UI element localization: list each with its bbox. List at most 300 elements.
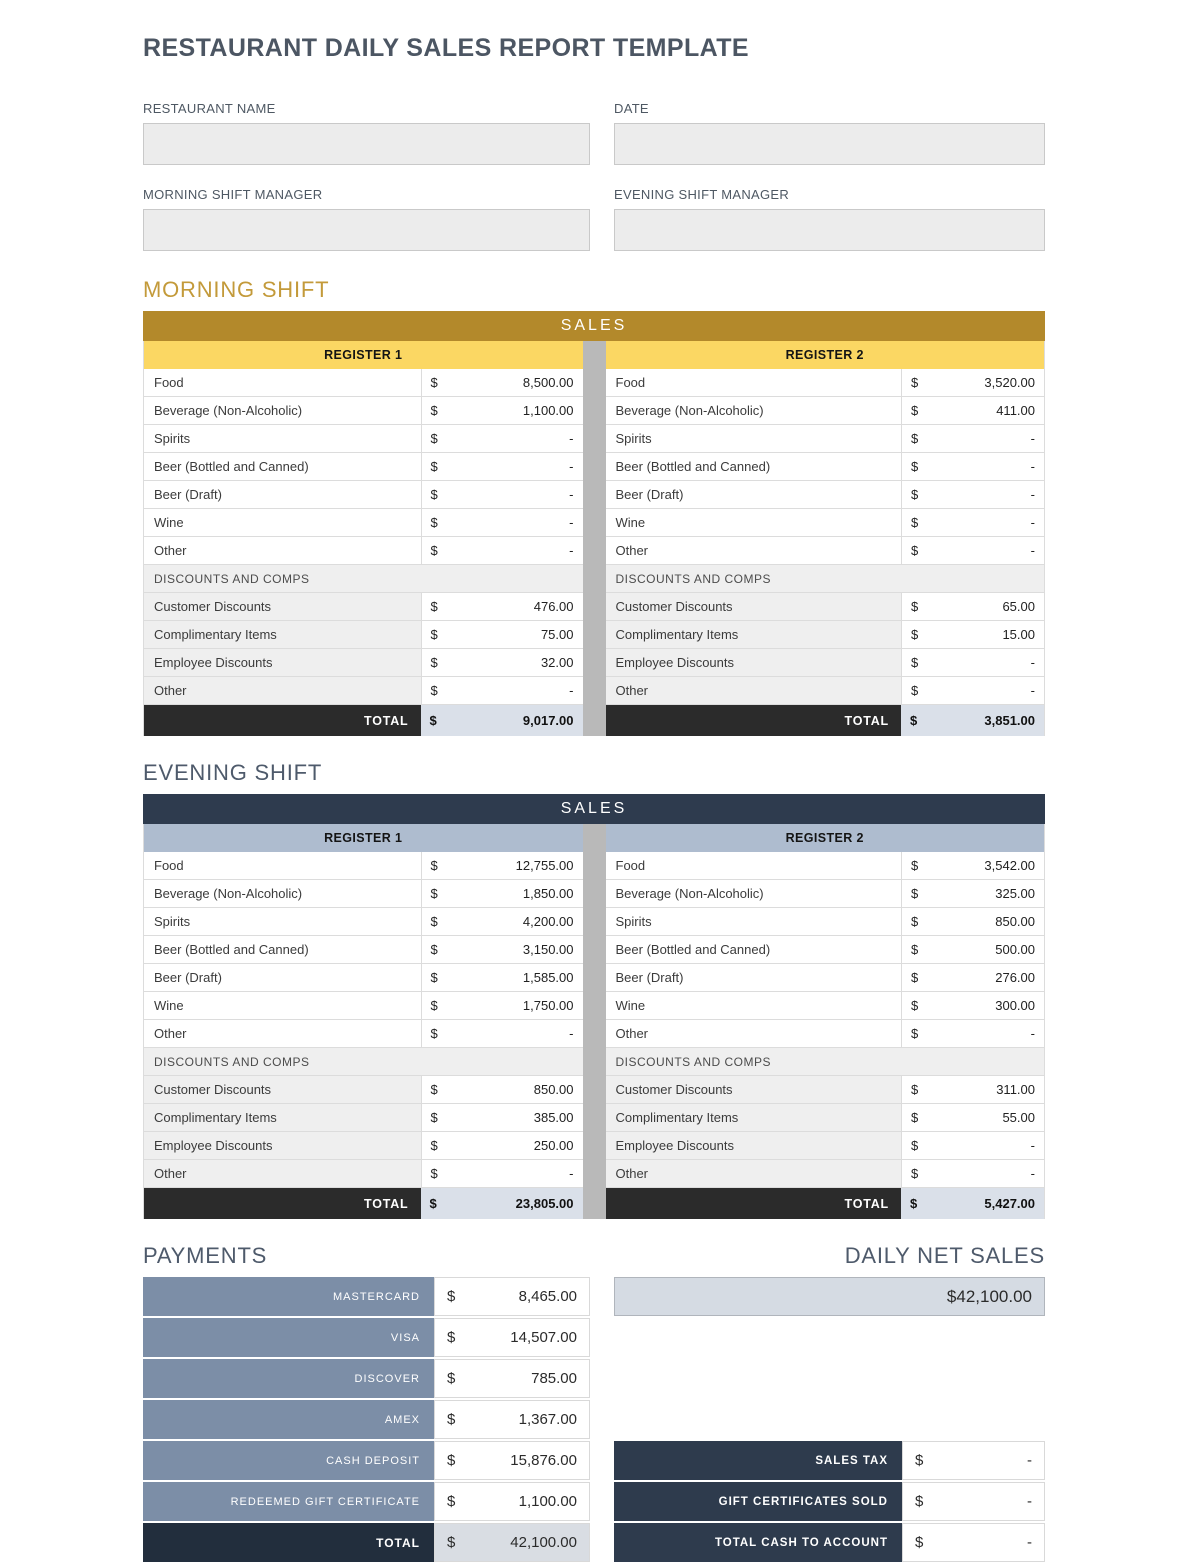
- row-label: Customer Discounts: [144, 1076, 421, 1103]
- table-row: [144, 509, 583, 537]
- table-row: [606, 621, 1045, 649]
- currency-symbol: $: [447, 1288, 456, 1305]
- currency-symbol: $: [430, 970, 438, 985]
- amount-value: 250.00: [533, 1138, 574, 1153]
- total-amount-cell[interactable]: [901, 705, 1044, 736]
- payment-amount-cell[interactable]: [434, 1359, 590, 1398]
- amount-value: 411.00: [996, 403, 1035, 418]
- payment-amount-cell[interactable]: [434, 1277, 590, 1316]
- currency-symbol: $: [911, 627, 919, 642]
- currency-symbol: $: [430, 655, 438, 670]
- amount-value: -: [1030, 1166, 1035, 1181]
- amount-value: 850.00: [995, 914, 1035, 929]
- payment-amount-cell[interactable]: [434, 1318, 590, 1357]
- amount-value: 3,150.00: [522, 942, 574, 957]
- amount-cell[interactable]: [421, 593, 583, 620]
- total-row: [606, 705, 1045, 736]
- currency-symbol: $: [911, 655, 919, 670]
- payment-row: [143, 1359, 590, 1398]
- table-row: [606, 425, 1045, 453]
- amount-value: 42,100.00: [510, 1534, 577, 1551]
- account-label: SALES TAX: [614, 1441, 902, 1480]
- amount-cell[interactable]: [901, 1104, 1044, 1131]
- amount-cell[interactable]: [901, 621, 1044, 648]
- table-row: [144, 537, 583, 565]
- amount-value: 55.00: [1002, 1110, 1035, 1125]
- register-1-table: [143, 341, 583, 736]
- currency-symbol: $: [911, 998, 919, 1013]
- table-row: [606, 964, 1045, 992]
- amount-cell[interactable]: [421, 964, 583, 991]
- amount-cell[interactable]: [421, 852, 583, 879]
- payments-heading: PAYMENTS: [143, 1243, 268, 1268]
- row-label: Other: [154, 543, 187, 558]
- row-label: Beverage (Non-Alcoholic): [615, 403, 764, 418]
- amount-cell[interactable]: [421, 537, 583, 564]
- amount-value: -: [1030, 1026, 1035, 1041]
- currency-symbol: $: [911, 599, 919, 614]
- amount-value: 9,017.00: [522, 713, 574, 728]
- currency-symbol: $: [911, 914, 919, 929]
- date-label: DATE: [614, 101, 649, 116]
- currency-symbol: $: [430, 515, 438, 530]
- amount-cell[interactable]: [421, 1076, 583, 1103]
- amount-value: 1,850.00: [522, 886, 574, 901]
- amount-cell[interactable]: [421, 453, 583, 480]
- amount-value: 1,367.00: [518, 1411, 577, 1428]
- row-label: Beer (Bottled and Canned): [154, 459, 309, 474]
- account-row: [614, 1441, 1045, 1480]
- amount-cell[interactable]: [901, 1160, 1044, 1187]
- currency-symbol: $: [911, 1138, 919, 1153]
- daily-net-sales-value: $42,100.00: [614, 1277, 1045, 1316]
- currency-symbol: $: [911, 403, 919, 418]
- amount-cell[interactable]: [901, 509, 1044, 536]
- amount-cell[interactable]: [901, 964, 1044, 991]
- row-label: Beer (Draft): [615, 970, 684, 985]
- payment-row: [143, 1400, 590, 1439]
- restaurant-name-input[interactable]: [143, 123, 590, 165]
- table-row: [606, 369, 1045, 397]
- account-amount-cell[interactable]: [902, 1482, 1045, 1521]
- row-label: Wine: [154, 998, 184, 1013]
- currency-symbol: $: [430, 1026, 438, 1041]
- row-label: Food: [154, 858, 184, 873]
- amount-cell[interactable]: [421, 880, 583, 907]
- row-label: Beverage (Non-Alcoholic): [154, 403, 303, 418]
- account-amount-cell[interactable]: [902, 1441, 1045, 1480]
- amount-cell[interactable]: [901, 992, 1044, 1019]
- page-title: RESTAURANT DAILY SALES REPORT TEMPLATE: [143, 34, 749, 62]
- amount-value: -: [1030, 459, 1035, 474]
- amount-cell[interactable]: [901, 852, 1044, 879]
- row-label: Spirits: [615, 914, 652, 929]
- currency-symbol: $: [911, 886, 919, 901]
- payment-label: DISCOVER: [143, 1359, 434, 1398]
- amount-value: 65.00: [1002, 599, 1035, 614]
- discounts-and-comps-label: DISCOUNTS AND COMPS: [154, 571, 310, 586]
- amount-cell[interactable]: [421, 908, 583, 935]
- discounts-and-comps-header: [606, 565, 1045, 593]
- amount-value: 1,750.00: [522, 998, 574, 1013]
- register-divider: [583, 341, 606, 736]
- row-label: Customer Discounts: [606, 593, 902, 620]
- payments-section: [143, 1243, 590, 1564]
- table-row: [606, 1020, 1045, 1048]
- evening-sales-table: [143, 794, 1045, 1219]
- register-header: REGISTER 1: [144, 824, 583, 852]
- account-row: [614, 1482, 1045, 1521]
- payment-label: VISA: [143, 1318, 434, 1357]
- amount-cell[interactable]: [421, 677, 583, 704]
- amount-value: 14,507.00: [510, 1329, 577, 1346]
- currency-symbol: $: [447, 1452, 456, 1469]
- amount-value: -: [1027, 1493, 1032, 1510]
- table-row: [606, 908, 1045, 936]
- morning-manager-field: [143, 187, 590, 251]
- table-row: [144, 481, 583, 509]
- currency-symbol: $: [911, 683, 919, 698]
- amount-value: -: [569, 543, 574, 558]
- amount-cell[interactable]: [421, 425, 583, 452]
- table-row: [144, 1132, 583, 1160]
- row-label: Other: [154, 1026, 187, 1041]
- row-label: Other: [606, 677, 902, 704]
- table-row: [606, 453, 1045, 481]
- register-2-table: [606, 824, 1046, 1219]
- currency-symbol: $: [911, 1026, 919, 1041]
- table-row: [606, 397, 1045, 425]
- amount-cell[interactable]: [421, 481, 583, 508]
- row-label: Beverage (Non-Alcoholic): [615, 886, 764, 901]
- total-amount-cell[interactable]: [421, 705, 583, 736]
- currency-symbol: $: [910, 1196, 918, 1211]
- morning-sales-table: [143, 311, 1045, 736]
- table-row: [144, 1076, 583, 1104]
- currency-symbol: $: [430, 942, 438, 957]
- amount-cell[interactable]: [901, 481, 1044, 508]
- table-row: [606, 649, 1045, 677]
- row-label: Other: [144, 1160, 421, 1187]
- payments-total-label: TOTAL: [143, 1523, 434, 1562]
- amount-value: -: [1027, 1452, 1032, 1469]
- payment-row: [143, 1277, 590, 1316]
- row-label: Wine: [154, 515, 184, 530]
- currency-symbol: $: [911, 515, 919, 530]
- table-row: [144, 852, 583, 880]
- table-row: [144, 936, 583, 964]
- amount-cell[interactable]: [421, 649, 583, 676]
- amount-value: -: [1030, 431, 1035, 446]
- amount-value: 385.00: [533, 1110, 574, 1125]
- amount-cell[interactable]: [901, 649, 1044, 676]
- currency-symbol: $: [447, 1493, 456, 1510]
- currency-symbol: $: [447, 1329, 456, 1346]
- amount-value: 8,465.00: [518, 1288, 577, 1305]
- amount-value: -: [569, 683, 574, 698]
- total-label: TOTAL: [363, 1196, 409, 1211]
- amount-value: -: [1030, 683, 1035, 698]
- row-label: Other: [615, 543, 649, 558]
- account-label: GIFT CERTIFICATES SOLD: [614, 1482, 902, 1521]
- restaurant-name-label: RESTAURANT NAME: [143, 101, 276, 116]
- amount-cell[interactable]: [901, 369, 1044, 396]
- discounts-and-comps-header: [606, 1048, 1045, 1076]
- amount-cell[interactable]: [901, 880, 1044, 907]
- row-label: Other: [144, 677, 421, 704]
- row-label: Employee Discounts: [144, 649, 421, 676]
- currency-symbol: $: [430, 431, 438, 446]
- amount-cell[interactable]: [901, 537, 1044, 564]
- row-label: Beverage (Non-Alcoholic): [154, 886, 303, 901]
- amount-value: 12,755.00: [515, 858, 574, 873]
- payments-total-row: [143, 1523, 590, 1562]
- amount-value: 8,500.00: [522, 375, 574, 390]
- table-row: [144, 964, 583, 992]
- amount-cell[interactable]: [421, 397, 583, 424]
- payment-amount-cell[interactable]: [434, 1441, 590, 1480]
- payment-amount-cell[interactable]: [434, 1400, 590, 1439]
- amount-cell[interactable]: [901, 1020, 1044, 1047]
- row-label: Beer (Draft): [615, 487, 684, 502]
- table-row: [144, 369, 583, 397]
- amount-cell[interactable]: [421, 1020, 583, 1047]
- amount-value: 15,876.00: [510, 1452, 577, 1469]
- currency-symbol: $: [447, 1534, 456, 1551]
- table-row: [606, 852, 1045, 880]
- amount-value: 3,542.00: [984, 858, 1035, 873]
- row-label: Beer (Bottled and Canned): [615, 459, 771, 474]
- amount-value: 15.00: [1002, 627, 1035, 642]
- table-row: [144, 397, 583, 425]
- amount-value: -: [1027, 1534, 1032, 1551]
- table-row: [606, 677, 1045, 705]
- account-row: [614, 1523, 1045, 1562]
- currency-symbol: $: [430, 543, 438, 558]
- discounts-and-comps-label: DISCOUNTS AND COMPS: [615, 1054, 772, 1069]
- table-row: [606, 936, 1045, 964]
- amount-value: 32.00: [540, 655, 574, 670]
- row-label: Spirits: [154, 914, 191, 929]
- evening-manager-input[interactable]: [614, 209, 1045, 251]
- currency-symbol: $: [911, 858, 919, 873]
- amount-value: 311.00: [996, 1082, 1035, 1097]
- row-label: Beer (Bottled and Canned): [154, 942, 309, 957]
- morning-manager-input[interactable]: [143, 209, 590, 251]
- currency-symbol: $: [430, 1110, 438, 1125]
- date-field: [614, 101, 1045, 165]
- discounts-and-comps-header: [144, 1048, 583, 1076]
- table-row: [144, 908, 583, 936]
- currency-symbol: $: [911, 1110, 919, 1125]
- sales-band: SALES: [143, 794, 1045, 824]
- table-row: [606, 992, 1045, 1020]
- table-row: [144, 1020, 583, 1048]
- row-label: Beer (Draft): [154, 970, 222, 985]
- amount-cell[interactable]: [421, 509, 583, 536]
- currency-symbol: $: [911, 487, 919, 502]
- table-row: [144, 1160, 583, 1188]
- amount-cell[interactable]: [901, 593, 1044, 620]
- currency-symbol: $: [910, 713, 918, 728]
- sales-band: SALES: [143, 311, 1045, 341]
- amount-cell[interactable]: [421, 369, 583, 396]
- total-row: [606, 1188, 1045, 1219]
- table-row: [606, 481, 1045, 509]
- row-label: Employee Discounts: [606, 1132, 902, 1159]
- amount-value: -: [569, 1166, 574, 1181]
- amount-value: 3,520.00: [984, 375, 1035, 390]
- amount-cell[interactable]: [901, 1132, 1044, 1159]
- row-label: Food: [154, 375, 184, 390]
- amount-cell[interactable]: [901, 908, 1044, 935]
- currency-symbol: $: [430, 627, 438, 642]
- row-label: Customer Discounts: [144, 593, 421, 620]
- currency-symbol: $: [429, 713, 437, 728]
- table-row: [606, 509, 1045, 537]
- register-1-table: [143, 824, 583, 1219]
- table-row: [606, 1104, 1045, 1132]
- row-label: Other: [615, 1026, 649, 1041]
- row-label: Spirits: [615, 431, 652, 446]
- payment-row: [143, 1441, 590, 1480]
- currency-symbol: $: [915, 1493, 924, 1510]
- total-amount-cell[interactable]: [901, 1188, 1044, 1219]
- total-label: TOTAL: [363, 713, 409, 728]
- row-label: Complimentary Items: [606, 1104, 902, 1131]
- amount-cell[interactable]: [421, 621, 583, 648]
- amount-cell[interactable]: [901, 677, 1044, 704]
- total-amount-cell[interactable]: [421, 1188, 583, 1219]
- total-label: TOTAL: [844, 1196, 889, 1211]
- header-form: [143, 101, 1045, 251]
- discounts-and-comps-label: DISCOUNTS AND COMPS: [154, 1054, 310, 1069]
- table-row: [144, 621, 583, 649]
- currency-symbol: $: [447, 1411, 456, 1428]
- currency-symbol: $: [430, 858, 438, 873]
- row-label: Employee Discounts: [606, 649, 902, 676]
- amount-cell[interactable]: [901, 1076, 1044, 1103]
- currency-symbol: $: [430, 886, 438, 901]
- table-row: [144, 593, 583, 621]
- amount-cell[interactable]: [421, 992, 583, 1019]
- total-label: TOTAL: [844, 713, 889, 728]
- amount-value: 276.00: [995, 970, 1035, 985]
- table-row: [144, 880, 583, 908]
- row-label: Wine: [615, 515, 646, 530]
- amount-value: 1,100.00: [518, 1493, 577, 1510]
- amount-cell[interactable]: [901, 936, 1044, 963]
- amount-cell[interactable]: [901, 397, 1044, 424]
- row-label: Wine: [615, 998, 646, 1013]
- currency-symbol: $: [911, 431, 919, 446]
- register-header: REGISTER 2: [606, 824, 1045, 852]
- payment-label: CASH DEPOSIT: [143, 1441, 434, 1480]
- evening-manager-field: [614, 187, 1045, 251]
- table-row: [144, 649, 583, 677]
- account-label: TOTAL CASH TO ACCOUNT: [614, 1523, 902, 1562]
- amount-value: -: [569, 515, 574, 530]
- table-row: [606, 1132, 1045, 1160]
- currency-symbol: $: [911, 459, 919, 474]
- table-row: [606, 1076, 1045, 1104]
- account-summary-table: [614, 1441, 1045, 1562]
- currency-symbol: $: [911, 1166, 919, 1181]
- amount-value: -: [1030, 515, 1035, 530]
- table-row: [144, 1104, 583, 1132]
- amount-value: -: [569, 487, 574, 502]
- restaurant-name-field: [143, 101, 590, 165]
- amount-value: 1,100.00: [522, 403, 574, 418]
- amount-value: -: [1030, 487, 1035, 502]
- payments-total-amount-cell[interactable]: [434, 1523, 590, 1562]
- amount-value: -: [569, 459, 574, 474]
- row-label: Food: [615, 858, 646, 873]
- payment-amount-cell[interactable]: [434, 1482, 590, 1521]
- row-label: Other: [606, 1160, 902, 1187]
- row-label: Spirits: [154, 431, 191, 446]
- table-row: [606, 537, 1045, 565]
- account-amount-cell[interactable]: [902, 1523, 1045, 1562]
- amount-cell[interactable]: [901, 425, 1044, 452]
- amount-value: 23,805.00: [515, 1196, 574, 1211]
- discounts-and-comps-header: [144, 565, 583, 593]
- currency-symbol: $: [911, 970, 919, 985]
- amount-cell[interactable]: [421, 1104, 583, 1131]
- amount-value: 850.00: [533, 1082, 574, 1097]
- row-label: Customer Discounts: [606, 1076, 902, 1103]
- currency-symbol: $: [430, 487, 438, 502]
- currency-symbol: $: [911, 543, 919, 558]
- currency-symbol: $: [430, 403, 438, 418]
- morning-shift-heading: MORNING SHIFT: [143, 277, 330, 302]
- table-row: [606, 593, 1045, 621]
- amount-value: -: [1030, 1138, 1035, 1153]
- table-row: [606, 1160, 1045, 1188]
- payment-row: [143, 1482, 590, 1521]
- amount-value: 785.00: [531, 1370, 577, 1387]
- payment-label: REDEEMED GIFT CERTIFICATE: [143, 1482, 434, 1521]
- currency-symbol: $: [430, 1082, 438, 1097]
- currency-symbol: $: [430, 998, 438, 1013]
- amount-value: 500.00: [995, 942, 1035, 957]
- amount-value: 325.00: [995, 886, 1035, 901]
- date-input[interactable]: [614, 123, 1045, 165]
- currency-symbol: $: [915, 1452, 924, 1469]
- amount-cell[interactable]: [421, 1132, 583, 1159]
- row-label: Complimentary Items: [606, 621, 902, 648]
- amount-cell[interactable]: [901, 453, 1044, 480]
- amount-value: -: [1030, 543, 1035, 558]
- amount-value: 300.00: [995, 998, 1035, 1013]
- report-page: [143, 0, 1045, 1564]
- amount-cell[interactable]: [421, 1160, 583, 1187]
- row-label: Employee Discounts: [144, 1132, 421, 1159]
- currency-symbol: $: [911, 375, 919, 390]
- evening-manager-label: EVENING SHIFT MANAGER: [614, 187, 790, 202]
- register-divider: [583, 824, 606, 1219]
- currency-symbol: $: [911, 1082, 919, 1097]
- currency-symbol: $: [430, 1138, 438, 1153]
- payment-row: [143, 1318, 590, 1357]
- amount-cell[interactable]: [421, 936, 583, 963]
- row-label: Beer (Draft): [154, 487, 222, 502]
- currency-symbol: $: [430, 1166, 438, 1181]
- row-label: Complimentary Items: [144, 1104, 421, 1131]
- amount-value: 476.00: [533, 599, 574, 614]
- amount-value: 75.00: [540, 627, 574, 642]
- amount-value: -: [1030, 655, 1035, 670]
